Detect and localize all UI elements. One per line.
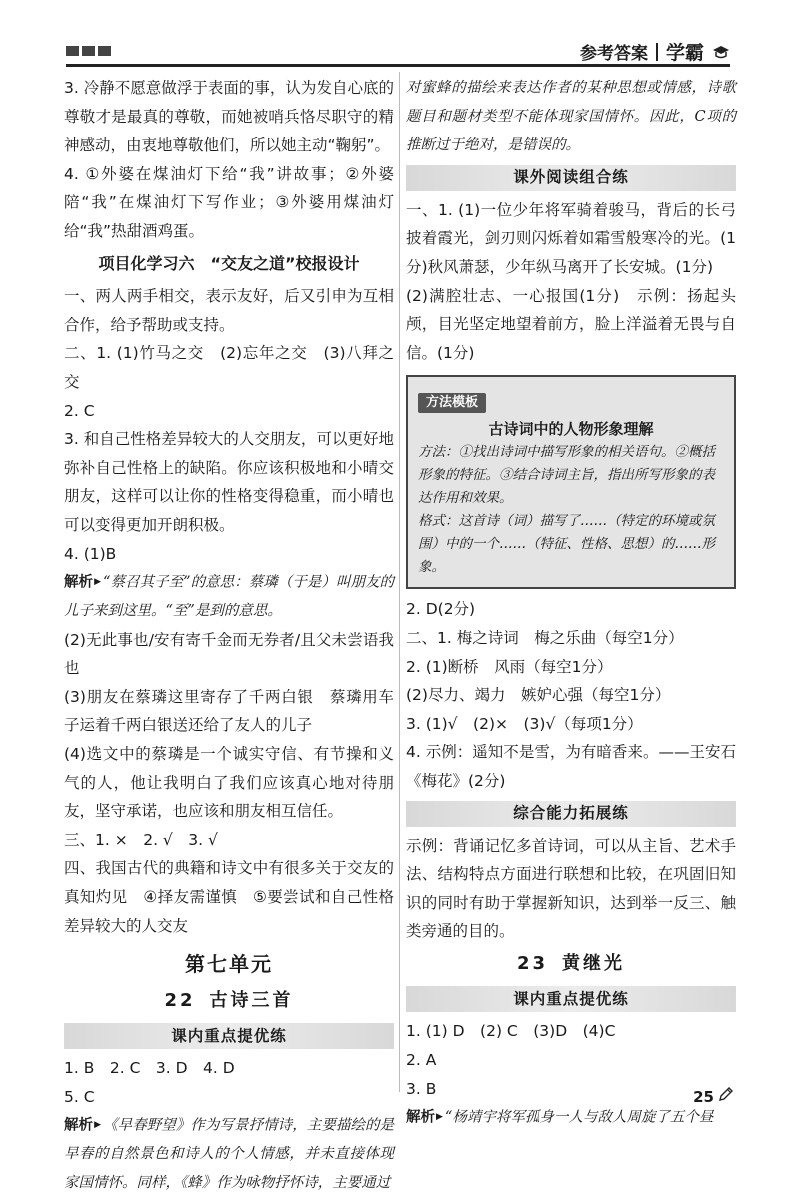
answer-paragraph: 2. (1)断桥 风雨（每空1分）: [406, 657, 613, 676]
header-rule: [66, 64, 730, 67]
right-column: [406, 74, 736, 1132]
analysis-text: “蔡召其子至”的意思：蔡璘（于是）叫朋友的儿子来到这里。“至”是到的意思。: [64, 574, 395, 619]
lesson-number: 23: [516, 952, 549, 974]
unit-title: 第七单元: [185, 952, 273, 977]
answer-paragraph: 3. (1)√ (2)× (3)√（每项1分）: [406, 714, 643, 733]
analysis-paragraph: [64, 568, 394, 625]
analysis-label: 解析: [64, 574, 94, 591]
column-divider: [399, 72, 400, 1092]
answer-paragraph: 二、1. (1)竹马之交 (2)忘年之交 (3)八拜之交: [64, 344, 394, 391]
answer-paragraph: (2)尽力、竭力 嫉妒心强（每空1分）: [406, 686, 671, 705]
lesson-name: 黄继光: [562, 952, 626, 974]
triangle-icon: ▶: [94, 577, 102, 588]
section-bar: 课内重点提优练: [406, 986, 736, 1012]
answer-paragraph: 2. A: [406, 1051, 437, 1070]
answer-paragraph: 1. B 2. C 3. D 4. D: [64, 1059, 235, 1078]
answer-paragraph: 2. D(2分): [406, 600, 476, 619]
header-brand: 学霸: [665, 42, 704, 64]
lesson-title: [64, 987, 394, 1016]
method-title: 古诗词中的人物形象理解: [488, 420, 654, 439]
answer-paragraph: (2)满腔壮志、一心报国(1分) 示例：扬起头颅，目光坚定地望着前方，脸上洋溢着无畏与自信。(1分): [406, 286, 736, 362]
triangle-icon: ▶: [94, 1120, 102, 1131]
answer-paragraph: 2. C: [64, 401, 95, 420]
answer-paragraph: (4)选文中的蔡璘是一个诚实守信、有节操和义气的人，他让我明白了我们应该真心地对待朋友，坚守承诺，也应该和朋友相互信任。: [64, 744, 394, 821]
method-text: 格式：这首诗（词）描写了……（特定的环境或氛围）中的一个……（特征、性格、思想）的……形象。: [418, 513, 715, 576]
answer-paragraph: 二、1. 梅之诗词 梅之乐曲（每空1分）: [406, 628, 684, 647]
header-title: 参考答案: [579, 44, 648, 64]
method-template-box: [406, 375, 736, 589]
lesson-number: 22: [164, 989, 196, 1011]
answer-paragraph: 示例：背诵记忆多首诗词，可以从主旨、艺术手法、结构特点方面进行联想和比较，在巩固旧知识的同时有助于掌握新知识，达到举一反三、触类旁通的目的。: [406, 836, 736, 941]
section-bar: 课内重点提优练: [64, 1023, 394, 1049]
lesson-title: [406, 950, 736, 979]
page-number: 25: [693, 1088, 714, 1106]
pencil-icon: [718, 1086, 734, 1102]
analysis-label: 解析: [64, 1117, 94, 1134]
method-text: 方法：①找出诗词中描写形象的相关语句。②概括形象的特征。③结合诗词主旨，指出所写形象的表达作用和效果。: [418, 444, 715, 507]
header-right: [580, 38, 730, 65]
analysis-paragraph: [64, 1111, 394, 1197]
header-separator: [656, 43, 658, 61]
answer-paragraph: (3)朋友在蔡璘这里寄存了千两白银 蔡璘用车子运着千两白银送还给了友人的儿子: [64, 687, 394, 735]
analysis-paragraph: [406, 1103, 736, 1132]
answer-paragraph: 3. B: [406, 1079, 437, 1098]
left-column: [64, 74, 394, 1198]
triangle-icon: ▶: [436, 1112, 443, 1123]
graduation-cap-icon: [712, 43, 730, 61]
section-bar: 课外阅读组合练: [406, 165, 736, 191]
answer-paragraph: 3. 和自己性格差异较大的人交朋友，可以更好地弥补自己性格上的缺陷。你应该积极地和小晴交朋友，这样可以让你的性格变得稳重，而小晴也可以变得更加开朗积极。: [64, 430, 394, 534]
answer-paragraph: 5. C: [64, 1087, 95, 1106]
answer-paragraph: 一、两人两手相交，表示友好，后又引申为互相合作，给予帮助或支持。: [64, 287, 394, 334]
analysis-text: “杨靖宇将军孤身一人与敌人周旋了五个昼: [444, 1109, 714, 1126]
answer-paragraph: 4. 示例：遥知不是雪，为有暗香来。——王安石《梅花》(2分): [406, 743, 736, 790]
analysis-continuation: 对蜜蜂的描绘来表达作者的某种思想或情感，诗歌题目和题材类型不能体现家国情怀。因此，C项的推断过于绝对，是错误的。: [406, 80, 736, 154]
section-bar: 综合能力拓展练: [406, 801, 736, 827]
method-tag: 方法模板: [418, 393, 486, 413]
answer-paragraph: 3. 冷静不愿意做浮于表面的事，认为发自心底的尊敬才是最真的尊敬，而她被哨兵恪尽职守的精神感动，由衷地尊敬他们，所以她主动“鞠躬”。: [64, 79, 394, 155]
answer-paragraph: 1. (1) D (2) C (3)D (4)C: [406, 1022, 616, 1041]
analysis-label: 解析: [406, 1109, 435, 1126]
project-title: 项目化学习六 “交友之道”校报设计: [98, 253, 360, 273]
header-squares: [66, 46, 111, 56]
answer-paragraph: 4. ①外婆在煤油灯下给“我”讲故事；②外婆陪“我”在煤油灯下写作业；③外婆用煤油灯给“我”热甜酒鸡蛋。: [64, 164, 394, 240]
answer-paragraph: 一、1. (1)一位少年将军骑着骏马，背后的长弓披着霞光，剑刃则闪烁着如霜雪般寒冷的光。(1分)秋风萧瑟，少年纵马离开了长安城。(1分): [406, 200, 736, 276]
lesson-name: 古诗三首: [209, 989, 294, 1011]
answer-paragraph: 三、1. × 2. √ 3. √: [64, 830, 218, 849]
analysis-text: 《早春野望》作为写景抒情诗，主要描绘的是早春的自然景色和诗人的个人情感，并未直接体现家国情怀。同样，《蜂》作为咏物抒怀诗，主要通过: [64, 1117, 395, 1191]
answer-paragraph: 四、我国古代的典籍和诗文中有很多关于交友的真知灼见 ④择友需谨慎 ⑤要尝试和自己性格差异较大的人交友: [64, 859, 394, 935]
page-header: [0, 0, 800, 64]
answer-paragraph: 4. (1)B: [64, 544, 117, 563]
answer-paragraph: (2)无此事也/安有寄千金而无券者/且父未尝语我也: [64, 630, 394, 678]
